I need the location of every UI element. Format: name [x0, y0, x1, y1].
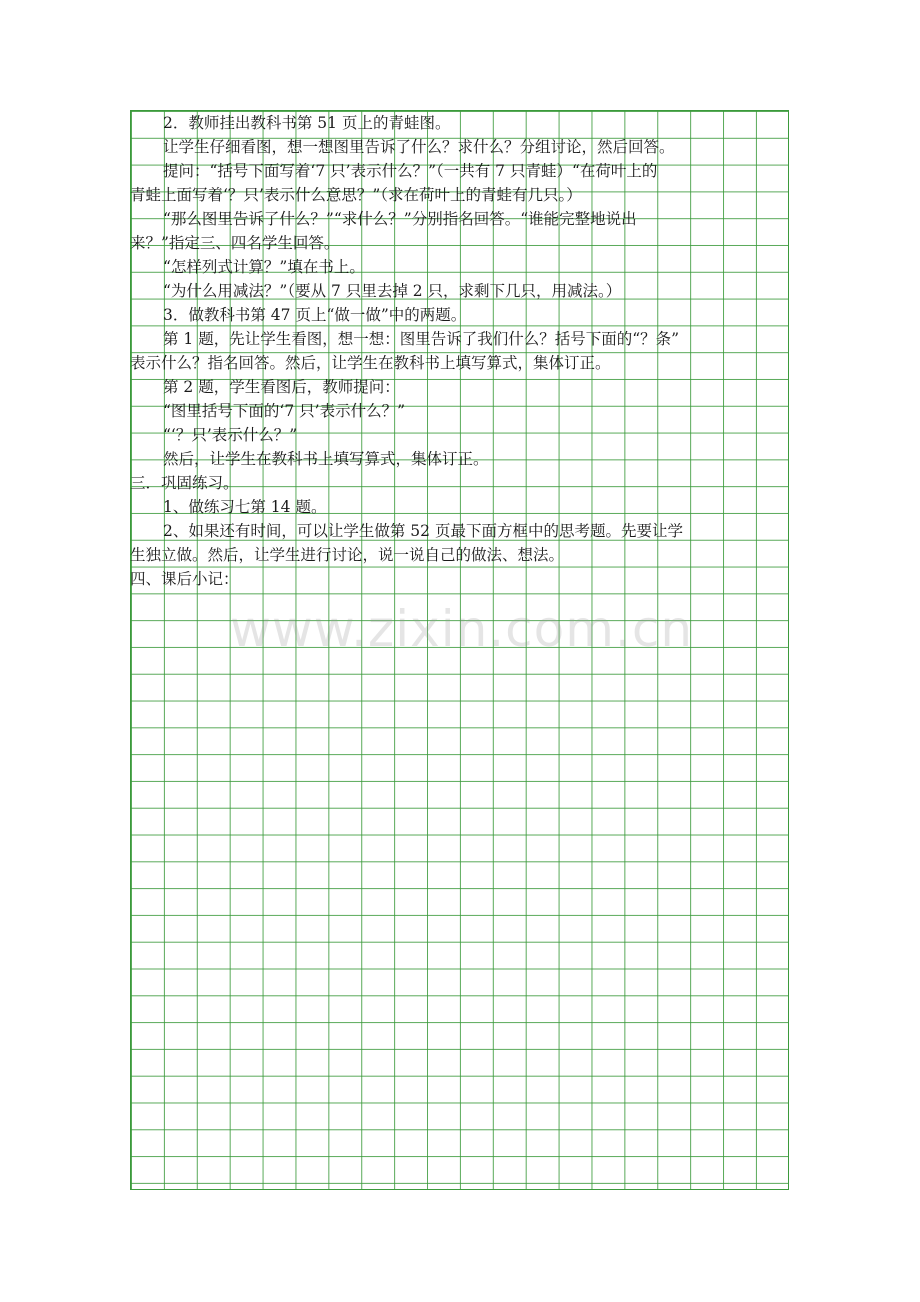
text-line: 青蛙上面写着‘？只’表示什么意思？”（求在荷叶上的青蛙有几只。）: [130, 186, 582, 204]
text-line: 第 2 题，学生看图后，教师提问：: [163, 378, 400, 396]
text-line: 来？”指定三、四名学生回答。: [130, 234, 340, 252]
text-line: “为什么用减法？”（要从 7 只里去掉 2 只，求剩下几只，用减法。）: [163, 282, 622, 300]
section-heading: 四、课后小记：: [130, 570, 239, 588]
text-line: 提问：“括号下面写着‘7 只’表示什么？”（一共有 7 只青蛙）“在荷叶上的: [163, 162, 658, 180]
text-line: “‘？只’表示什么？”: [163, 426, 298, 444]
text-line: “那么图里告诉了什么？”“求什么？”分别指名回答。“谁能完整地说出: [163, 210, 637, 228]
text-line: 让学生仔细看图，想一想图里告诉了什么？求什么？分组讨论，然后回答。: [163, 138, 675, 156]
text-line: 3．做教科书第 47 页上“做一做”中的两题。: [163, 306, 467, 324]
text-line: 然后，让学生在教科书上填写算式，集体订正。: [163, 450, 489, 468]
watermark: www.zixin.com.cn: [230, 600, 694, 658]
text-line: 表示什么？指名回答。然后，让学生在教科书上填写算式，集体订正。: [130, 354, 611, 372]
section-heading: 三．巩固练习。: [130, 474, 239, 492]
text-line: 1、做练习七第 14 题。: [163, 498, 327, 516]
text-line: “图里括号下面的‘7 只’表示什么？”: [163, 402, 405, 420]
lesson-text: [130, 111, 789, 591]
text-line: 2．教师挂出教科书第 51 页上的青蛙图。: [163, 114, 451, 132]
text-line: 第 1 题，先让学生看图，想一想：图里告诉了我们什么？括号下面的“？条”: [163, 330, 680, 348]
text-line: 2、如果还有时间，可以让学生做第 52 页最下面方框中的思考题。先要让学: [163, 522, 683, 540]
text-line: 生独立做。然后，让学生进行讨论，说一说自己的做法、想法。: [130, 546, 565, 564]
text-line: “怎样列式计算？”填在书上。: [163, 258, 365, 276]
